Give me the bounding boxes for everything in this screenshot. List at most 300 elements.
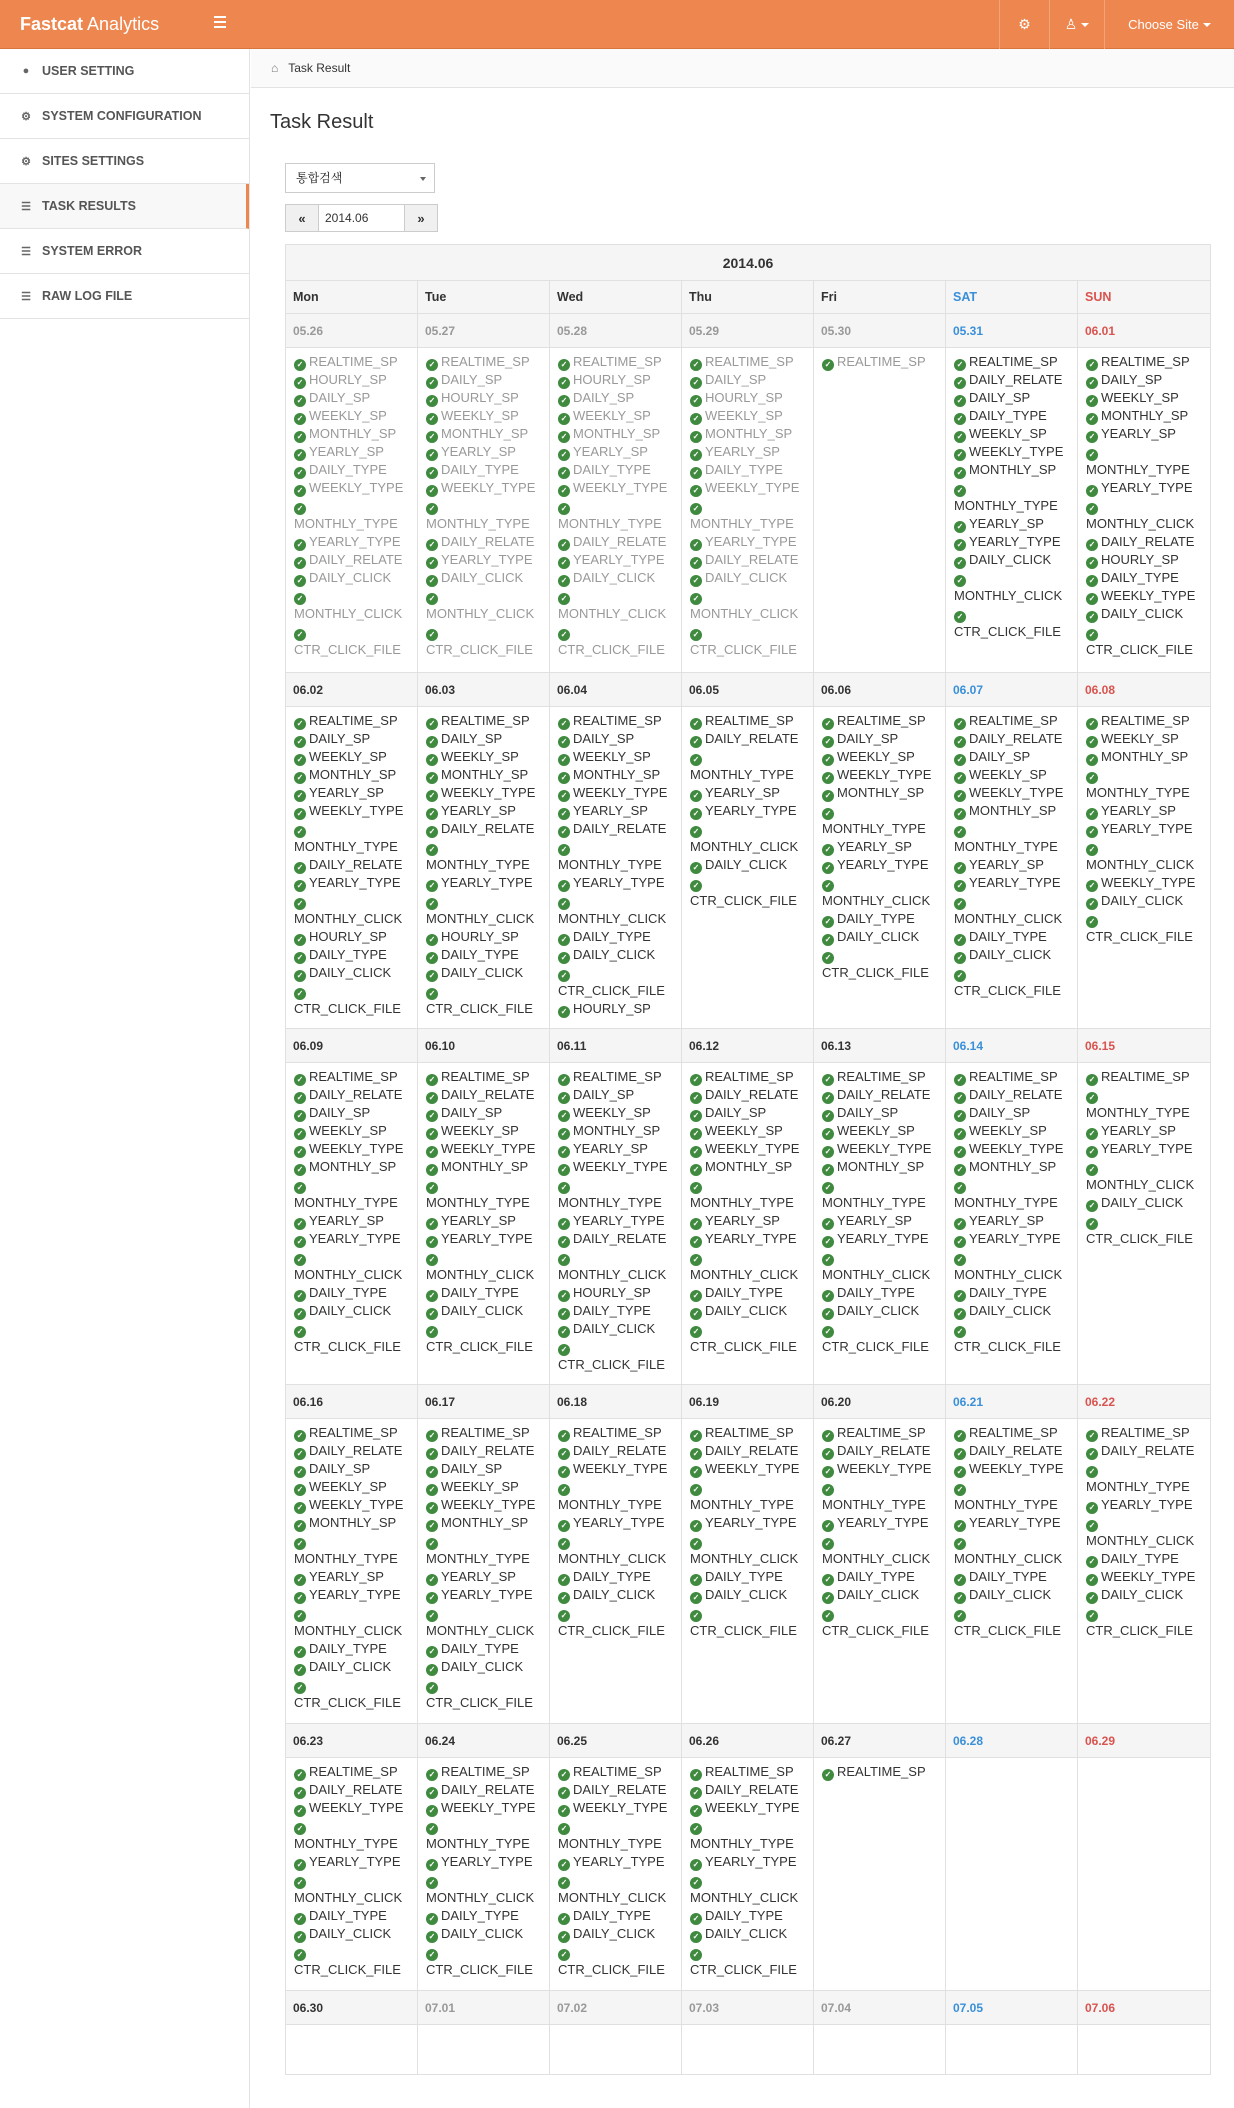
choose-site-dropdown[interactable] bbox=[1104, 0, 1234, 49]
task-item[interactable] bbox=[690, 1284, 805, 1302]
task-item[interactable] bbox=[426, 1763, 541, 1781]
task-item[interactable] bbox=[690, 1086, 805, 1104]
task-item[interactable] bbox=[294, 856, 409, 874]
task-item[interactable] bbox=[294, 1496, 409, 1514]
task-item[interactable] bbox=[294, 1817, 409, 1853]
next-month-button[interactable]: » bbox=[405, 205, 437, 231]
task-item[interactable] bbox=[294, 730, 409, 748]
task-item[interactable] bbox=[558, 1871, 673, 1907]
task-item[interactable] bbox=[558, 946, 673, 964]
task-item[interactable] bbox=[426, 748, 541, 766]
task-item[interactable] bbox=[558, 1817, 673, 1853]
task-item[interactable] bbox=[426, 820, 541, 838]
task-item[interactable] bbox=[294, 1424, 409, 1442]
task-item[interactable] bbox=[690, 1907, 805, 1925]
task-item[interactable] bbox=[294, 982, 409, 1018]
task-item[interactable] bbox=[954, 1086, 1069, 1104]
task-item[interactable] bbox=[426, 1496, 541, 1514]
task-item[interactable] bbox=[294, 497, 409, 533]
task-item[interactable] bbox=[690, 1068, 805, 1086]
task-item[interactable] bbox=[954, 569, 1069, 605]
task-item[interactable] bbox=[558, 748, 673, 766]
task-item[interactable] bbox=[822, 1230, 937, 1248]
task-item[interactable] bbox=[954, 407, 1069, 425]
task-item[interactable] bbox=[558, 820, 673, 838]
task-item[interactable] bbox=[690, 497, 805, 533]
task-item[interactable] bbox=[558, 587, 673, 623]
task-item[interactable] bbox=[558, 1176, 673, 1212]
sidebar-item-task-results[interactable] bbox=[0, 184, 249, 229]
task-item[interactable] bbox=[1086, 838, 1202, 874]
task-item[interactable] bbox=[558, 1104, 673, 1122]
task-item[interactable] bbox=[426, 1460, 541, 1478]
sidebar-item-sites-settings[interactable] bbox=[0, 139, 249, 184]
task-item[interactable] bbox=[954, 1104, 1069, 1122]
task-item[interactable] bbox=[426, 1176, 541, 1212]
task-item[interactable] bbox=[426, 766, 541, 784]
task-item[interactable] bbox=[822, 1763, 937, 1781]
task-item[interactable] bbox=[690, 443, 805, 461]
task-item[interactable] bbox=[954, 425, 1069, 443]
task-item[interactable] bbox=[558, 1586, 673, 1604]
task-item[interactable] bbox=[426, 946, 541, 964]
task-item[interactable] bbox=[822, 946, 937, 982]
task-item[interactable] bbox=[954, 802, 1069, 820]
task-item[interactable] bbox=[558, 874, 673, 892]
task-item[interactable] bbox=[558, 551, 673, 569]
task-item[interactable] bbox=[690, 1230, 805, 1248]
task-item[interactable] bbox=[426, 1104, 541, 1122]
task-item[interactable] bbox=[558, 1320, 673, 1338]
sidebar-item-raw-log-file[interactable] bbox=[0, 274, 249, 319]
task-item[interactable] bbox=[954, 605, 1069, 641]
task-item[interactable] bbox=[954, 928, 1069, 946]
task-item[interactable] bbox=[954, 1212, 1069, 1230]
task-item[interactable] bbox=[822, 748, 937, 766]
task-item[interactable] bbox=[954, 892, 1069, 928]
task-item[interactable] bbox=[1086, 371, 1202, 389]
sidebar-item-system-error[interactable] bbox=[0, 229, 249, 274]
task-item[interactable] bbox=[690, 425, 805, 443]
task-item[interactable] bbox=[690, 1799, 805, 1817]
task-item[interactable] bbox=[294, 712, 409, 730]
task-item[interactable] bbox=[294, 1176, 409, 1212]
task-item[interactable] bbox=[294, 1122, 409, 1140]
task-item[interactable] bbox=[426, 497, 541, 533]
prev-month-button[interactable]: « bbox=[286, 205, 318, 231]
task-item[interactable] bbox=[1086, 425, 1202, 443]
task-item[interactable] bbox=[690, 1158, 805, 1176]
task-item[interactable] bbox=[426, 461, 541, 479]
task-item[interactable] bbox=[822, 1568, 937, 1586]
task-item[interactable] bbox=[690, 569, 805, 587]
task-item[interactable] bbox=[1086, 910, 1202, 946]
task-item[interactable] bbox=[558, 1068, 673, 1086]
task-item[interactable] bbox=[690, 1212, 805, 1230]
task-item[interactable] bbox=[294, 1676, 409, 1712]
task-item[interactable] bbox=[426, 389, 541, 407]
task-item[interactable] bbox=[558, 838, 673, 874]
task-item[interactable] bbox=[1086, 1568, 1202, 1586]
task-item[interactable] bbox=[822, 1158, 937, 1176]
task-item[interactable] bbox=[294, 784, 409, 802]
task-item[interactable] bbox=[822, 802, 937, 838]
task-item[interactable] bbox=[954, 874, 1069, 892]
task-item[interactable] bbox=[294, 1871, 409, 1907]
task-item[interactable] bbox=[954, 533, 1069, 551]
task-item[interactable] bbox=[558, 1853, 673, 1871]
task-item[interactable] bbox=[558, 569, 673, 587]
task-item[interactable] bbox=[426, 1068, 541, 1086]
month-input[interactable]: 2014.06 bbox=[318, 205, 405, 231]
task-item[interactable] bbox=[426, 1604, 541, 1640]
task-item[interactable] bbox=[1086, 569, 1202, 587]
task-item[interactable] bbox=[426, 1871, 541, 1907]
task-item[interactable] bbox=[426, 1230, 541, 1248]
task-item[interactable] bbox=[558, 1532, 673, 1568]
task-item[interactable] bbox=[426, 1658, 541, 1676]
task-item[interactable] bbox=[822, 1140, 937, 1158]
task-item[interactable] bbox=[294, 766, 409, 784]
task-item[interactable] bbox=[294, 389, 409, 407]
task-item[interactable] bbox=[954, 1604, 1069, 1640]
task-item[interactable] bbox=[690, 712, 805, 730]
task-item[interactable] bbox=[294, 892, 409, 928]
task-item[interactable] bbox=[690, 802, 805, 820]
task-item[interactable] bbox=[954, 1284, 1069, 1302]
task-item[interactable] bbox=[690, 1925, 805, 1943]
task-item[interactable] bbox=[822, 1086, 937, 1104]
task-item[interactable] bbox=[294, 587, 409, 623]
task-item[interactable] bbox=[294, 1781, 409, 1799]
task-item[interactable] bbox=[1086, 712, 1202, 730]
task-item[interactable] bbox=[294, 1460, 409, 1478]
task-item[interactable] bbox=[690, 479, 805, 497]
task-item[interactable] bbox=[558, 1781, 673, 1799]
task-item[interactable] bbox=[1086, 1442, 1202, 1460]
task-item[interactable] bbox=[558, 1604, 673, 1640]
task-item[interactable] bbox=[294, 1104, 409, 1122]
task-item[interactable] bbox=[558, 1158, 673, 1176]
task-item[interactable] bbox=[294, 443, 409, 461]
task-item[interactable] bbox=[426, 1640, 541, 1658]
task-item[interactable] bbox=[426, 479, 541, 497]
task-item[interactable] bbox=[294, 461, 409, 479]
task-item[interactable] bbox=[822, 730, 937, 748]
task-item[interactable] bbox=[954, 820, 1069, 856]
task-item[interactable] bbox=[426, 1676, 541, 1712]
task-item[interactable] bbox=[1086, 1086, 1202, 1122]
task-item[interactable] bbox=[954, 551, 1069, 569]
task-item[interactable] bbox=[690, 1532, 805, 1568]
task-item[interactable] bbox=[426, 407, 541, 425]
task-item[interactable] bbox=[690, 1248, 805, 1284]
task-item[interactable] bbox=[690, 1853, 805, 1871]
task-item[interactable] bbox=[954, 1478, 1069, 1514]
task-item[interactable] bbox=[558, 461, 673, 479]
task-item[interactable] bbox=[426, 533, 541, 551]
task-item[interactable] bbox=[1086, 1550, 1202, 1568]
task-item[interactable] bbox=[294, 1086, 409, 1104]
task-item[interactable] bbox=[954, 748, 1069, 766]
task-item[interactable] bbox=[822, 1460, 937, 1478]
task-item[interactable] bbox=[426, 802, 541, 820]
task-item[interactable] bbox=[690, 1514, 805, 1532]
task-item[interactable] bbox=[558, 353, 673, 371]
task-item[interactable] bbox=[426, 1817, 541, 1853]
task-item[interactable] bbox=[294, 748, 409, 766]
task-item[interactable] bbox=[822, 910, 937, 928]
task-item[interactable] bbox=[558, 1212, 673, 1230]
task-item[interactable] bbox=[426, 1284, 541, 1302]
task-item[interactable] bbox=[558, 928, 673, 946]
task-item[interactable] bbox=[1086, 353, 1202, 371]
task-item[interactable] bbox=[426, 443, 541, 461]
task-item[interactable] bbox=[426, 964, 541, 982]
task-item[interactable] bbox=[690, 1568, 805, 1586]
task-item[interactable] bbox=[294, 820, 409, 856]
task-item[interactable] bbox=[690, 1817, 805, 1853]
task-item[interactable] bbox=[1086, 587, 1202, 605]
task-item[interactable] bbox=[954, 515, 1069, 533]
task-item[interactable] bbox=[294, 1068, 409, 1086]
task-item[interactable] bbox=[1086, 748, 1202, 766]
task-item[interactable] bbox=[294, 1640, 409, 1658]
task-item[interactable] bbox=[690, 551, 805, 569]
task-item[interactable] bbox=[690, 748, 805, 784]
task-item[interactable] bbox=[558, 1514, 673, 1532]
task-item[interactable] bbox=[822, 1586, 937, 1604]
task-item[interactable] bbox=[954, 1248, 1069, 1284]
task-item[interactable] bbox=[954, 766, 1069, 784]
task-item[interactable] bbox=[426, 587, 541, 623]
task-item[interactable] bbox=[294, 1568, 409, 1586]
task-item[interactable] bbox=[294, 371, 409, 389]
task-item[interactable] bbox=[294, 407, 409, 425]
task-item[interactable] bbox=[294, 533, 409, 551]
task-item[interactable] bbox=[1086, 407, 1202, 425]
task-item[interactable] bbox=[426, 1086, 541, 1104]
task-item[interactable] bbox=[294, 425, 409, 443]
task-item[interactable] bbox=[1086, 497, 1202, 533]
task-item[interactable] bbox=[558, 1925, 673, 1943]
task-item[interactable] bbox=[558, 1424, 673, 1442]
task-item[interactable] bbox=[426, 838, 541, 874]
task-item[interactable] bbox=[690, 1604, 805, 1640]
task-item[interactable] bbox=[426, 1799, 541, 1817]
task-item[interactable] bbox=[690, 856, 805, 874]
task-item[interactable] bbox=[1086, 1586, 1202, 1604]
task-item[interactable] bbox=[558, 1568, 673, 1586]
task-item[interactable] bbox=[558, 1230, 673, 1248]
task-item[interactable] bbox=[1086, 443, 1202, 479]
task-item[interactable] bbox=[954, 1068, 1069, 1086]
task-item[interactable] bbox=[822, 1176, 937, 1212]
task-item[interactable] bbox=[294, 569, 409, 587]
task-item[interactable] bbox=[690, 784, 805, 802]
task-item[interactable] bbox=[426, 784, 541, 802]
settings-button[interactable] bbox=[999, 0, 1049, 49]
task-item[interactable] bbox=[954, 1158, 1069, 1176]
task-item[interactable] bbox=[690, 389, 805, 407]
task-item[interactable] bbox=[1086, 551, 1202, 569]
task-item[interactable] bbox=[1086, 730, 1202, 748]
task-item[interactable] bbox=[426, 623, 541, 659]
task-item[interactable] bbox=[426, 1442, 541, 1460]
task-item[interactable] bbox=[954, 856, 1069, 874]
task-item[interactable] bbox=[1086, 1460, 1202, 1496]
task-item[interactable] bbox=[558, 730, 673, 748]
task-item[interactable] bbox=[558, 1248, 673, 1284]
task-item[interactable] bbox=[1086, 1424, 1202, 1442]
task-item[interactable] bbox=[294, 1943, 409, 1979]
task-item[interactable] bbox=[558, 389, 673, 407]
task-item[interactable] bbox=[954, 371, 1069, 389]
task-item[interactable] bbox=[690, 371, 805, 389]
task-item[interactable] bbox=[954, 946, 1069, 964]
task-item[interactable] bbox=[294, 1442, 409, 1460]
task-item[interactable] bbox=[558, 1460, 673, 1478]
search-type-select[interactable] bbox=[285, 163, 435, 193]
sidebar-item-system-configuration[interactable] bbox=[0, 94, 249, 139]
task-item[interactable] bbox=[1086, 1514, 1202, 1550]
task-item[interactable] bbox=[426, 1568, 541, 1586]
task-item[interactable] bbox=[426, 371, 541, 389]
task-item[interactable] bbox=[954, 1460, 1069, 1478]
task-item[interactable] bbox=[558, 497, 673, 533]
task-item[interactable] bbox=[954, 1514, 1069, 1532]
user-menu-button[interactable] bbox=[1049, 0, 1104, 49]
task-item[interactable] bbox=[294, 1302, 409, 1320]
task-item[interactable] bbox=[822, 1284, 937, 1302]
task-item[interactable] bbox=[954, 461, 1069, 479]
task-item[interactable] bbox=[822, 353, 937, 371]
task-item[interactable] bbox=[558, 1799, 673, 1817]
task-item[interactable] bbox=[690, 353, 805, 371]
task-item[interactable] bbox=[690, 730, 805, 748]
task-item[interactable] bbox=[426, 730, 541, 748]
task-item[interactable] bbox=[1086, 533, 1202, 551]
task-item[interactable] bbox=[1086, 389, 1202, 407]
task-item[interactable] bbox=[426, 982, 541, 1018]
task-item[interactable] bbox=[426, 712, 541, 730]
task-item[interactable] bbox=[558, 371, 673, 389]
task-item[interactable] bbox=[690, 820, 805, 856]
task-item[interactable] bbox=[426, 1122, 541, 1140]
task-item[interactable] bbox=[558, 766, 673, 784]
task-item[interactable] bbox=[294, 1514, 409, 1532]
task-item[interactable] bbox=[294, 1140, 409, 1158]
task-item[interactable] bbox=[954, 1302, 1069, 1320]
task-item[interactable] bbox=[558, 712, 673, 730]
task-item[interactable] bbox=[690, 874, 805, 910]
task-item[interactable] bbox=[822, 1320, 937, 1356]
task-item[interactable] bbox=[690, 1442, 805, 1460]
task-item[interactable] bbox=[558, 1907, 673, 1925]
task-item[interactable] bbox=[822, 766, 937, 784]
task-item[interactable] bbox=[294, 1799, 409, 1817]
task-item[interactable] bbox=[954, 1320, 1069, 1356]
task-item[interactable] bbox=[1086, 1604, 1202, 1640]
task-item[interactable] bbox=[294, 1478, 409, 1496]
task-item[interactable] bbox=[954, 1532, 1069, 1568]
task-item[interactable] bbox=[690, 1104, 805, 1122]
task-item[interactable] bbox=[426, 874, 541, 892]
task-item[interactable] bbox=[954, 353, 1069, 371]
task-item[interactable] bbox=[558, 802, 673, 820]
task-item[interactable] bbox=[954, 1424, 1069, 1442]
task-item[interactable] bbox=[558, 1763, 673, 1781]
task-item[interactable] bbox=[1086, 605, 1202, 623]
task-item[interactable] bbox=[558, 1000, 673, 1018]
task-item[interactable] bbox=[426, 1158, 541, 1176]
task-item[interactable] bbox=[822, 1604, 937, 1640]
task-item[interactable] bbox=[822, 1248, 937, 1284]
task-item[interactable] bbox=[558, 479, 673, 497]
hamburger-icon[interactable] bbox=[210, 13, 230, 35]
task-item[interactable] bbox=[558, 1140, 673, 1158]
task-item[interactable] bbox=[558, 892, 673, 928]
task-item[interactable] bbox=[558, 784, 673, 802]
task-item[interactable] bbox=[954, 1122, 1069, 1140]
task-item[interactable] bbox=[558, 425, 673, 443]
task-item[interactable] bbox=[558, 407, 673, 425]
task-item[interactable] bbox=[1086, 1194, 1202, 1212]
task-item[interactable] bbox=[954, 389, 1069, 407]
task-item[interactable] bbox=[822, 856, 937, 874]
task-item[interactable] bbox=[822, 1212, 937, 1230]
task-item[interactable] bbox=[1086, 1212, 1202, 1248]
task-item[interactable] bbox=[822, 838, 937, 856]
task-item[interactable] bbox=[426, 1478, 541, 1496]
task-item[interactable] bbox=[690, 1320, 805, 1356]
task-item[interactable] bbox=[294, 1763, 409, 1781]
home-icon[interactable]: ⌂ bbox=[271, 61, 279, 75]
sidebar-item-user-setting[interactable] bbox=[0, 49, 249, 94]
task-item[interactable] bbox=[690, 533, 805, 551]
task-item[interactable] bbox=[558, 533, 673, 551]
task-item[interactable] bbox=[690, 1424, 805, 1442]
task-item[interactable] bbox=[690, 1460, 805, 1478]
task-item[interactable] bbox=[954, 1176, 1069, 1212]
task-item[interactable] bbox=[822, 1424, 937, 1442]
task-item[interactable] bbox=[822, 1068, 937, 1086]
task-item[interactable] bbox=[426, 1302, 541, 1320]
task-item[interactable] bbox=[294, 1230, 409, 1248]
task-item[interactable] bbox=[558, 1122, 673, 1140]
task-item[interactable] bbox=[294, 353, 409, 371]
task-item[interactable] bbox=[822, 712, 937, 730]
task-item[interactable] bbox=[690, 407, 805, 425]
task-item[interactable] bbox=[954, 1140, 1069, 1158]
task-item[interactable] bbox=[954, 784, 1069, 802]
task-item[interactable] bbox=[954, 1442, 1069, 1460]
task-item[interactable] bbox=[294, 874, 409, 892]
task-item[interactable] bbox=[426, 551, 541, 569]
task-item[interactable] bbox=[294, 1586, 409, 1604]
task-item[interactable] bbox=[426, 425, 541, 443]
task-item[interactable] bbox=[426, 1907, 541, 1925]
task-item[interactable] bbox=[294, 1248, 409, 1284]
task-item[interactable] bbox=[1086, 892, 1202, 910]
task-item[interactable] bbox=[1086, 479, 1202, 497]
task-item[interactable] bbox=[294, 946, 409, 964]
task-item[interactable] bbox=[426, 1424, 541, 1442]
task-item[interactable] bbox=[822, 928, 937, 946]
task-item[interactable] bbox=[690, 1943, 805, 1979]
task-item[interactable] bbox=[954, 1230, 1069, 1248]
task-item[interactable] bbox=[294, 802, 409, 820]
